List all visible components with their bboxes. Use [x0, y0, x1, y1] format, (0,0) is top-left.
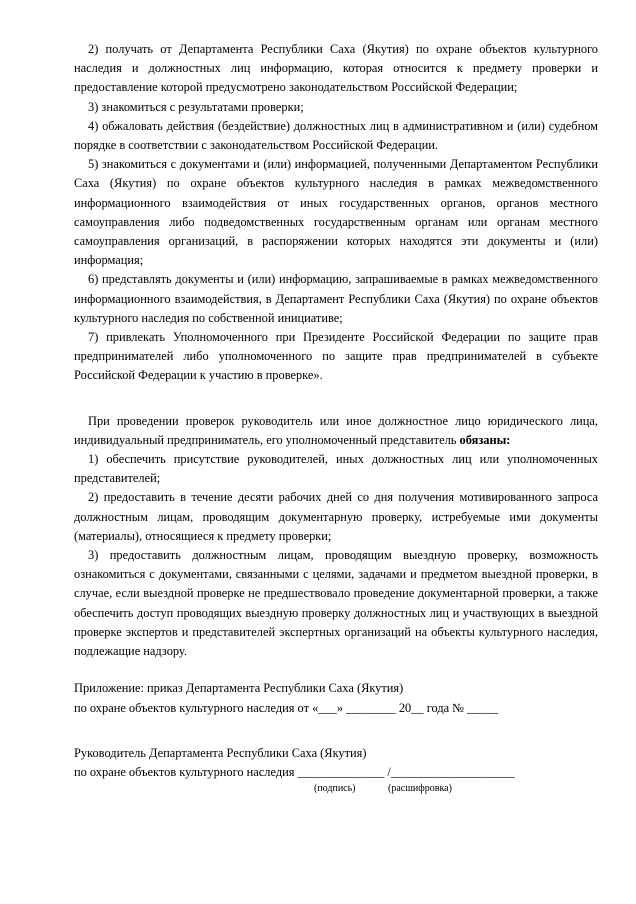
obligations-intro	[74, 412, 598, 450]
section-spacer	[74, 386, 598, 412]
paragraph-obligation-3: 3) предоставить должностным лицам, проводящим выездную проверку, возможность ознакомиться с документами, связанными с целями, задачами и предметом выездной проверки, в случае, если выездной проверке не предшествовало проведение документарной проверки, а также обеспечить доступ проводящих выездную проверку должностных лиц и участвующих в выездной проверке экспертов и представителей экспертных организаций на объекты культурного наследия, подлежащие надзору.	[74, 548, 598, 659]
signature-line-1: Руководитель Департамента Республики Саха (Якутия)	[74, 745, 367, 760]
obligations-intro-bold: обязаны:	[459, 432, 511, 447]
paragraph-right-2: 2) получать от Департамента Республики Саха (Якутия) по охране объектов культурного наследия и должностных лиц информацию, которая относится к предмету проверки и предоставление которой предусмотрено законодательством Российской Федерации;	[74, 42, 598, 95]
signature-block	[74, 744, 598, 798]
appendix-line-2: по охране объектов культурного наследия от «___» ________ 20__ года № _____	[74, 700, 499, 715]
section-spacer	[74, 718, 598, 744]
signature-label-sign: (подпись)	[314, 783, 356, 795]
signature-label-decode: (расшифровка)	[388, 783, 452, 795]
paragraph-obligation-2: 2) предоставить в течение десяти рабочих дней со дня получения мотивированного запроса должностным лицам, проводящим документарную проверку, истребуемые ими документы (материалы), относящиеся к предмету проверки;	[74, 490, 598, 543]
signature-labels	[74, 782, 598, 798]
obligations-section	[74, 412, 598, 662]
section-spacer	[74, 661, 598, 679]
paragraph-right-4: 4) обжаловать действия (бездействие) должностных лиц в административном и (или) судебном порядке в соответствии с законодательством Российской Федерации.	[74, 118, 598, 153]
appendix-block	[74, 679, 598, 717]
paragraph-right-5: 5) знакомиться с документами и (или) информацией, полученными Департаментом Республики Саха (Якутия) по охране объектов культурного наследия в рамках межведомственного информационного взаимодействия от иных государственных органов, органов местного самоуправления либо подведомственных государственным органам или органам местного самоуправления организаций, в распоряжении которых находятся эти документы и (или) информация;	[74, 157, 598, 268]
rights-section	[74, 40, 598, 386]
paragraph-right-3: 3) знакомиться с результатами проверки;	[88, 99, 304, 114]
appendix-line-1: Приложение: приказ Департамента Республики Саха (Якутия)	[74, 681, 404, 696]
obligations-intro-text: При проведении проверок руководитель или иное должностное лицо юридического лица, индивидуальный предприниматель, его уполномоченный представитель	[74, 413, 598, 447]
paragraph-right-6: 6) представлять документы и (или) информацию, запрашиваемые в рамках межведомственного информационного взаимодействия, в Департамент Республики Саха (Якутия) по охране объектов культурного наследия по собственной инициативе;	[74, 272, 598, 325]
signature-line-2: по охране объектов культурного наследия ______________ /____________________	[74, 764, 515, 779]
document-page	[74, 40, 598, 798]
paragraph-right-7: 7) привлекать Уполномоченного при Президенте Российской Федерации по защите прав предпринимателей либо уполномоченного по защите прав предпринимателей в субъекте Российской Федерации к участию в проверке».	[74, 330, 598, 383]
paragraph-obligation-1: 1) обеспечить присутствие руководителей, иных должностных лиц или уполномоченных представителей;	[74, 452, 598, 486]
